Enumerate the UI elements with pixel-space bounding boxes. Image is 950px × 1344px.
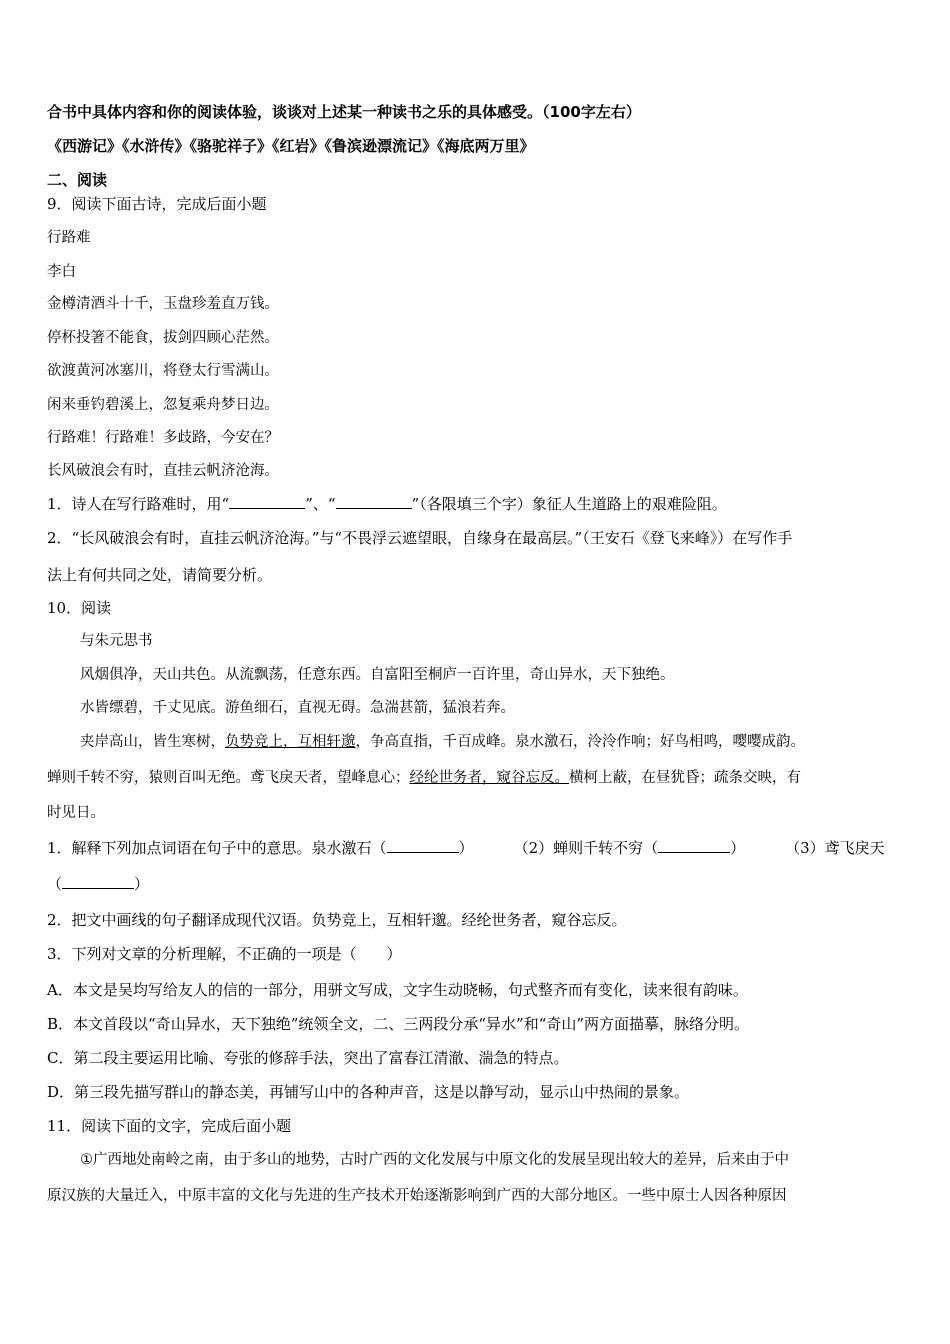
q10-sub2: 2．把文中画线的句子翻译成现代汉语。负势竞上，互相轩邈。经纶世务者，窥谷忘反。 [47,911,627,929]
q10-sub1-text: （2）蝉则千转不穷（ [513,839,659,857]
answer-blank[interactable] [229,494,305,509]
passage-paragraph: 风烟俱净，天山共色。从流飘荡，任意东西。自富阳至桐庐一百许里，奇山异水，天下独绝。 [80,667,675,683]
passage-paragraph [47,768,801,788]
q10-sub3: 3．下列对文章的分析理解，不正确的一项是（ ） [47,945,402,963]
passage-title: 与朱元思书 [80,633,153,649]
q9-sub1-text: ”（各限填三个字）象征人生道路上的艰难险阻。 [411,495,727,513]
passage-paragraph: 时见日。 [47,805,105,821]
q10-sub1 [47,838,885,858]
q9-sub1 [47,494,727,514]
q10-sub1-text: ） [458,839,474,857]
passage-text: 蝉则千转不穷，猿则百叫无绝。鸢飞戾天者，望峰息心； [47,770,410,786]
q10-sub1-text: 1．解释下列加点词语在句子中的意思。泉水激石（ [47,839,387,857]
option-c[interactable]: C．第二段主要运用比喻、夸张的修辞手法，突出了富春江清澈、湍急的特点。 [47,1049,569,1067]
q9-sub1-text: ”、“ [305,495,336,513]
option-a[interactable]: A．本文是吴均写给友人的信的一部分，用骈文写成，文字生动晓畅，句式整齐而有变化，读来很有韵味。 [47,981,748,999]
q9-prompt: 9．阅读下面古诗，完成后面小题 [47,195,267,213]
q10-sub1-text: ） [730,839,746,857]
q9-sub1-text: 1．诗人在写行路难时，用“ [47,495,230,513]
passage-text: 夹岸高山，皆生寒树， [80,734,225,750]
answer-blank[interactable] [62,874,134,889]
q11-prompt: 11．阅读下面的文字，完成后面小题 [47,1117,292,1135]
passage-text: 横柯上蔽，在昼犹昏；疏条交映，有 [569,770,801,786]
section-heading: 二、阅读 [47,171,108,189]
answer-blank[interactable] [387,838,459,853]
answer-blank[interactable] [336,494,412,509]
q11-paragraph: ①广西地处南岭之南，由于多山的地势，古时广西的文化发展与中原文化的发展呈现出较大的差异，后来由于中 [80,1152,789,1168]
poem-line: 金樽清酒斗十千，玉盘珍羞直万钱。 [47,296,279,312]
q10-sub1-cont [47,874,149,894]
passage-text: ，争高直指，千百成峰。泉水激石，泠泠作响；好鸟相鸣，嘤嘤成韵。 [355,734,805,750]
q10-sub1-text: （3）鸢飞戾天 [785,839,885,857]
q10-sub1-text: ） [134,875,150,893]
poem-line: 长风破浪会有时，直挂云帆济沧海。 [47,463,279,479]
passage-paragraph: 水皆缥碧，千丈见底。游鱼细石，直视无碍。急湍甚箭，猛浪若奔。 [80,700,515,716]
q9-sub2-line: 2．“长风破浪会有时，直挂云帆济沧海。”与“不畏浮云遮望眼，自缘身在最高层。”（王安石《登飞来峰》）在写作手 [47,529,793,547]
answer-blank[interactable] [658,838,730,853]
option-d[interactable]: D．第三段先描写群山的静态美，再铺写山中的各种声音，这是以静写动，显示山中热闹的景象。 [47,1083,690,1101]
poem-line: 闲来垂钓碧溪上，忽复乘舟梦日边。 [47,397,279,413]
poem-line: 欲渡黄河冰塞川，将登太行雪满山。 [47,363,279,379]
q11-paragraph: 原汉族的大量迁入，中原丰富的文化与先进的生产技术开始逐渐影响到广西的大部分地区。一些中原士人因各种原因 [47,1188,787,1204]
poem-title: 行路难 [47,230,91,246]
intro-line: 合书中具体内容和你的阅读体验，谈谈对上述某一种读书之乐的具体感受。（100字左右） [47,103,641,121]
q9-sub2-line: 法上有何共同之处，请简要分析。 [47,566,273,584]
option-b[interactable]: B．本文首段以“奇山异水，天下独绝”统领全文，二、三两段分承“异水”和“奇山”两方面描摹，脉络分明。 [47,1015,750,1033]
book-list: 《西游记》《水浒传》《骆驼祥子》《红岩》《鲁滨逊漂流记》《海底两万里》 [47,137,535,155]
poem-line: 行路难！行路难！多歧路，今安在？ [47,430,279,446]
poem-line: 停杯投箸不能食，拔剑四顾心茫然。 [47,330,279,346]
underlined-sentence: 经纶世务者，窥谷忘反。 [409,770,569,786]
poem-author: 李白 [47,264,76,280]
underlined-sentence: 负势竞上，互相轩邈 [225,734,356,750]
q10-sub1-text: （ [47,875,63,893]
q10-prompt: 10．阅读 [47,599,112,617]
passage-paragraph [80,732,805,752]
